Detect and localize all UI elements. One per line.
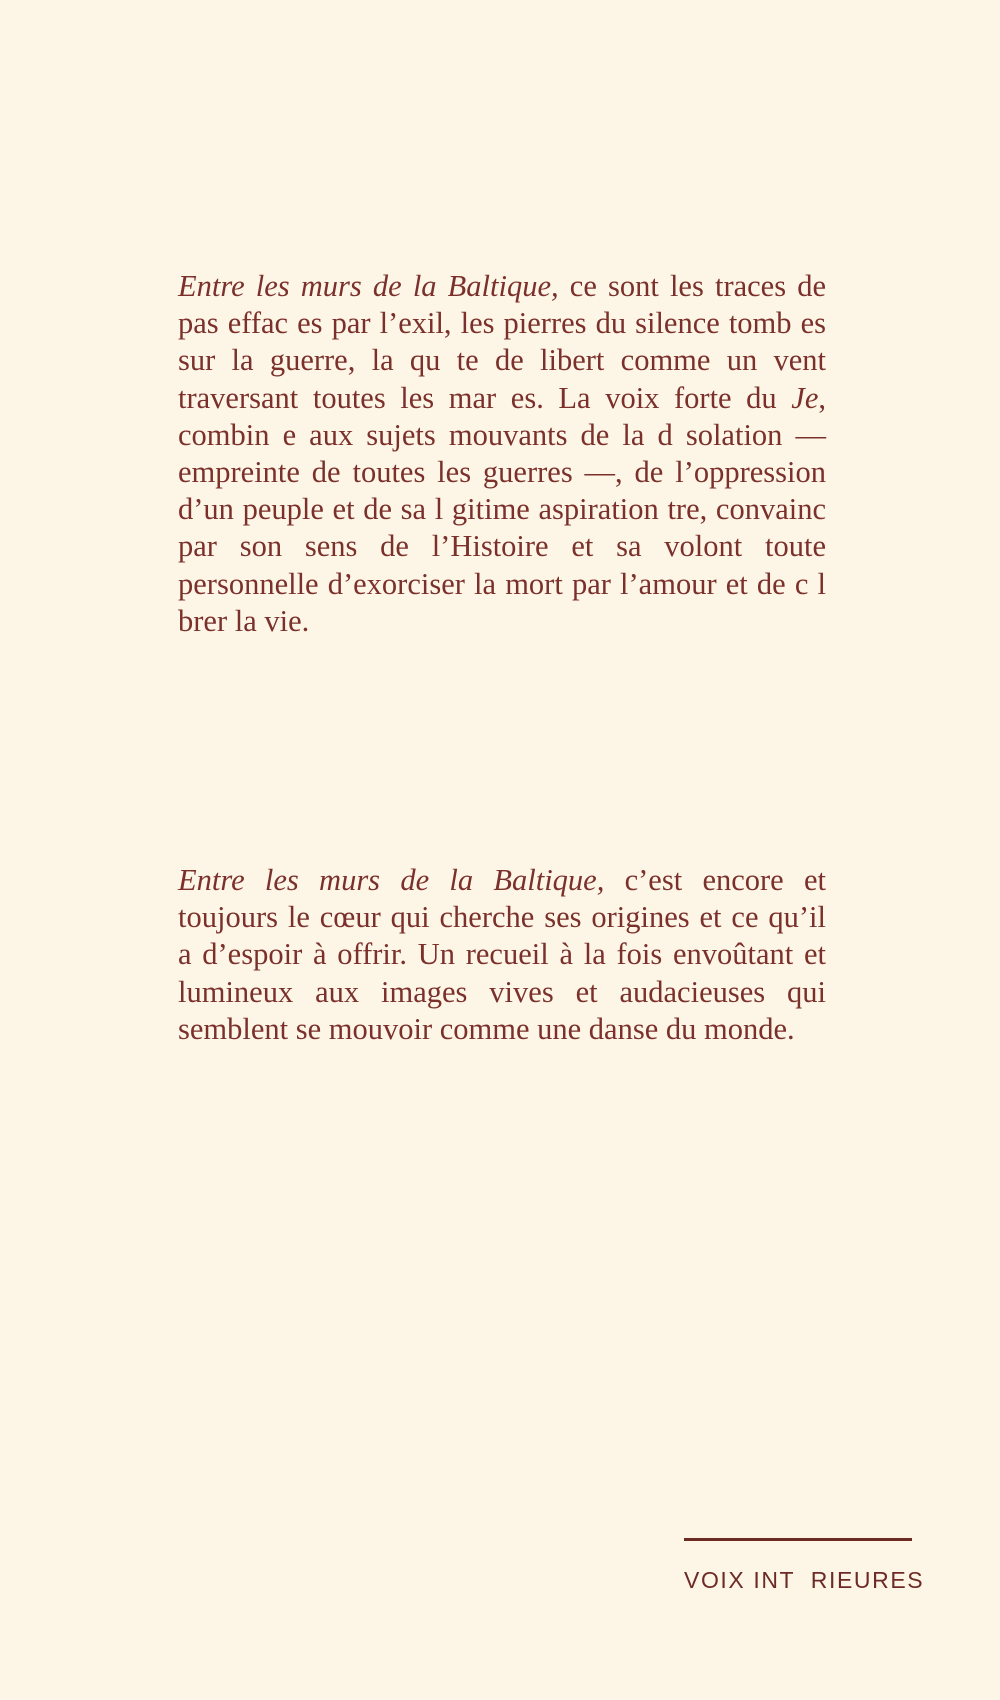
blurb-paragraph-two xyxy=(178,862,826,1048)
blurb-body-part-two: , combin e aux sujets mouvants de la d solation — empreinte de toutes les guerres —, de l’oppression d’un peuple et de sa l gitime aspiration tre, convainc par son sens de l’Histoire et sa volont toute personnelle d’exorciser la mort par l’amour et de c l brer la vie. xyxy=(178,380,826,638)
blurb-body-part-one: ce sont les traces de pas effac es par l’exil, les pierres du silence tomb es sur la guerre, la qu te de libert comme un vent traversant toutes les mar es. La voix forte du xyxy=(178,269,826,415)
blurb-block-secondary xyxy=(178,862,826,1048)
imprint-footer xyxy=(684,1538,925,1594)
book-title-italic: Entre les murs de la Baltique, xyxy=(178,269,559,303)
blurb-paragraph-one xyxy=(178,268,826,640)
blurb-block-primary xyxy=(178,268,826,640)
book-title-italic-second: Entre les murs de la Baltique, xyxy=(178,863,605,897)
footer-divider xyxy=(684,1538,912,1541)
emphasis-je: Je xyxy=(791,380,819,415)
imprint-label: VOIX INT RIEURES xyxy=(684,1567,925,1593)
blurb-body-second: c’est encore et toujours le cœur qui cherche ses origines et ce qu’il a d’espoir à offrir. Un recueil à la fois envoûtant et lumineux aux images vives et audacieuses qui semblent se mouvoir comme une danse du monde. xyxy=(178,863,826,1046)
